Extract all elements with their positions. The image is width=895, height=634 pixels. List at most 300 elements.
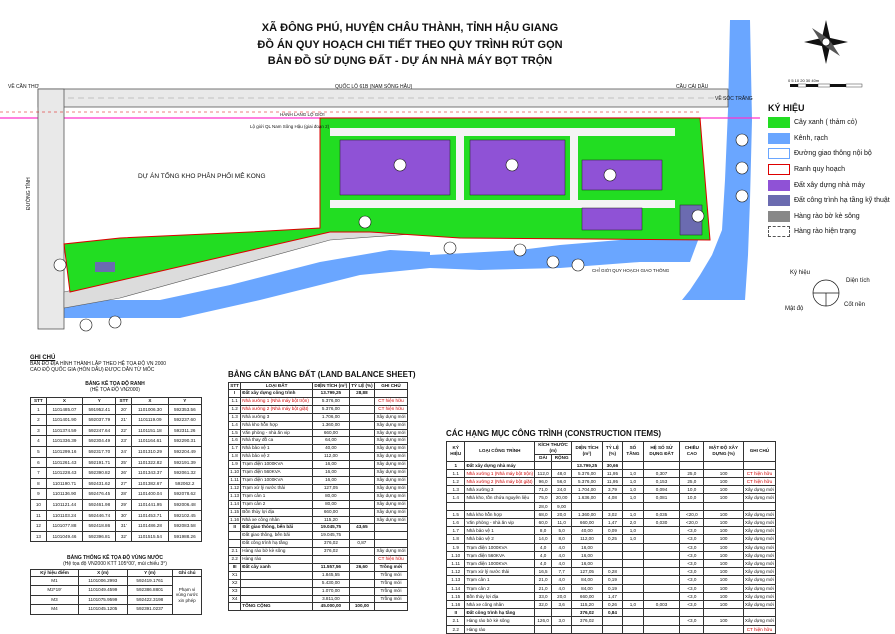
table-cell: 4 — [31, 436, 47, 447]
table-cell: 13 — [31, 531, 47, 542]
table-header-cell: LOẠI CÔNG TRÌNH — [465, 442, 535, 462]
table-cell: 16,5 — [535, 568, 552, 576]
table-cell: CT hiện hữu — [743, 469, 775, 477]
table-cell: 1.7 — [447, 527, 465, 535]
table-cell — [349, 508, 374, 516]
table-cell: Trạm điện 1000KVA — [241, 461, 313, 469]
table-cell: 1,0 — [623, 535, 644, 543]
table-header-row — [31, 570, 202, 577]
table-row — [447, 502, 776, 510]
table-cell: Nhà bảo vệ 1 — [241, 445, 313, 453]
table-cell: 0,09 — [602, 527, 622, 535]
table-cell: 376,02 — [572, 617, 603, 625]
table-cell — [602, 617, 622, 625]
table-cell — [743, 609, 775, 617]
table-row — [447, 478, 776, 486]
table-cell: Xây dựng mới — [374, 492, 407, 500]
table-cell: 4,0 — [552, 551, 572, 559]
table-cell: 1101049.4599 — [78, 586, 127, 596]
table-cell: M2*19' — [31, 586, 79, 596]
table-cell: 592191.39 — [168, 457, 201, 468]
table-row — [31, 457, 202, 468]
table-cell: 592204.49 — [168, 446, 201, 457]
table-cell: I — [229, 390, 241, 398]
table-cell: 29' — [116, 499, 132, 510]
table-cell — [349, 595, 374, 603]
table-cell: Xây dựng mới — [374, 516, 407, 524]
table-cell: 20,0 — [552, 592, 572, 600]
table-cell: Xây dựng mới — [744, 487, 774, 493]
table-cell: 100 — [704, 592, 743, 600]
table-cell: 100 — [704, 519, 743, 527]
table-cell: 592461.98 — [83, 499, 116, 510]
table-cell: 3,6 — [552, 601, 572, 609]
table-cell: 1101486.28 — [132, 521, 168, 532]
table-cell: 64,00 — [312, 437, 349, 445]
table-cell — [349, 437, 374, 445]
table-row — [229, 469, 408, 477]
table-row — [229, 587, 408, 595]
table-cell: 592386.8801 — [127, 586, 172, 596]
table-cell: TỔNG CỘNG — [241, 603, 313, 611]
legend-item-label: Hàng rào bờ kè sông — [794, 212, 860, 220]
table-cell: 1.13 — [229, 492, 241, 500]
table-cell: Đất giao thông, bến bãi — [241, 532, 313, 540]
table-cell — [572, 625, 603, 633]
table-cell: 8,0 — [552, 535, 572, 543]
table-cell: 592290.31 — [168, 436, 201, 447]
table-cell: 592037.79 — [83, 415, 116, 426]
table-cell: 8,0 — [535, 527, 552, 535]
table-row — [447, 560, 776, 568]
table-cell: Trạm cân 2 — [465, 584, 535, 592]
table-header-cell: CHIỀU CAO — [680, 442, 704, 462]
table-header-cell: SỐ TẦNG — [623, 442, 644, 462]
table-cell: 376,02 — [572, 609, 603, 617]
table-cell: 16,00 — [312, 469, 349, 477]
table-cell: 8 — [31, 478, 47, 489]
table-cell: 20' — [116, 404, 132, 415]
table-cell: Xây dựng mới — [744, 585, 774, 591]
table-cell: 1.706,00 — [312, 413, 349, 421]
table-row — [447, 601, 776, 609]
table-cell: 1101374.59 — [46, 425, 82, 436]
table-cell: 1101299.16 — [46, 446, 82, 457]
legend — [768, 103, 893, 240]
table-cell: 376,02 — [312, 548, 349, 556]
table-cell: 100 — [704, 576, 743, 584]
table-cell: 4,0 — [552, 584, 572, 592]
table-cell — [349, 500, 374, 508]
table-cell: 1,0 — [623, 601, 644, 609]
table-cell — [572, 502, 603, 510]
table-cell: Xây dựng mới — [374, 548, 407, 556]
coord-title-block — [30, 381, 200, 393]
table-cell: 25,0 — [680, 469, 704, 477]
coord-subtitle: (HỆ TỌA ĐỘ VN2000) — [90, 387, 140, 393]
table-header-cell: Y (m) — [127, 570, 172, 577]
table-cell: 1.4 — [447, 494, 465, 502]
table-cell: 1,0 — [623, 469, 644, 477]
table-header-cell: Ký hiệu điểm — [31, 570, 79, 577]
table-cell: 3 — [31, 425, 47, 436]
table-cell: 592418.86 — [83, 521, 116, 532]
table-cell: 11,0 — [552, 519, 572, 527]
symbol-cot-nen: Cốt nền — [844, 302, 866, 308]
table-cell: 1101441.95 — [132, 499, 168, 510]
table-cell: 592006.48 — [168, 499, 201, 510]
table-cell: 100 — [704, 601, 743, 609]
building-factory-3 — [582, 160, 662, 190]
table-cell: 1.070,00 — [312, 587, 349, 595]
table-cell: 2,0 — [623, 519, 644, 527]
table-cell: Xây dựng mới — [374, 445, 407, 453]
table-cell: 4,0 — [552, 576, 572, 584]
boundary-note: CHỈ GIỚI QUY HOẠCH GIAO THÔNG — [592, 268, 670, 273]
table-row — [31, 436, 202, 447]
table-cell: 4,0 — [535, 551, 552, 559]
table-cell — [552, 461, 572, 469]
table-cell: 1.11 — [229, 476, 241, 484]
table-cell: 0,25 — [602, 535, 622, 543]
table-row — [229, 540, 408, 548]
table-cell: 1101485.07 — [46, 404, 82, 415]
table-cell: 592476.45 — [83, 489, 116, 500]
table-row — [31, 489, 202, 500]
notes-line-1: BẢN ĐỒ ĐỊA HÌNH THÀNH LẬP THEO HỆ TỌA ĐỘ VN 2000 — [30, 361, 167, 367]
table-cell: 100 — [704, 527, 743, 535]
table-cell: 100,00 — [349, 603, 374, 611]
table-cell: 100 — [704, 486, 743, 494]
table-cell: III — [229, 563, 241, 571]
table-cell — [602, 551, 622, 559]
table-cell: 2.2 — [229, 556, 241, 564]
table-cell: 11,95 — [602, 478, 622, 486]
table-cell: X2 — [229, 579, 241, 587]
table-cell — [680, 625, 704, 633]
table-cell: 1,0 — [623, 486, 644, 494]
notes-title: GHI CHÚ — [30, 355, 56, 361]
table-cell: Trạm cân 1 — [465, 576, 535, 584]
table-cell: 32' — [116, 531, 132, 542]
river-lower — [430, 235, 700, 270]
table-cell: 592304.49 — [83, 436, 116, 447]
table-cell: 1.4 — [229, 421, 241, 429]
table-cell: 25' — [116, 457, 132, 468]
table-cell: 1.636,00 — [572, 494, 603, 502]
table-cell — [623, 584, 644, 592]
table-cell: 4,0 — [552, 543, 572, 551]
table-cell: 9,00 — [552, 502, 572, 510]
table-cell: 1101136.90 — [46, 489, 82, 500]
table-cell: 126,0 — [535, 617, 552, 625]
table-row — [31, 468, 202, 479]
table-cell: 20,00 — [552, 494, 572, 502]
table-cell: 1101049.46 — [46, 531, 82, 542]
symbol-mat-do: Mật độ — [785, 306, 804, 312]
table-cell — [643, 535, 680, 543]
table-cell — [643, 592, 680, 600]
table-cell: 1.5 — [229, 429, 241, 437]
table-header-cell: STT — [116, 398, 132, 405]
table-cell: Xây dựng mới — [744, 561, 774, 567]
table-cell: 112,0 — [535, 469, 552, 477]
table-cell — [602, 502, 622, 510]
table-cell: Trạm điện 560KVA — [241, 469, 313, 477]
table-cell: 16,00 — [572, 543, 603, 551]
table-cell — [680, 461, 704, 469]
table-cell: M3 — [31, 595, 79, 605]
table-cell: <3,0 — [680, 551, 704, 559]
table-cell — [349, 421, 374, 429]
table-cell: Nhà xưởng 2 (Nhà máy bột giặt) — [465, 478, 535, 486]
table-cell: 19.045,75 — [312, 532, 349, 540]
table-cell — [349, 532, 374, 540]
table-header-cell: KÝ HIỆU — [447, 442, 465, 462]
table-cell: 3,0 — [552, 617, 572, 625]
table-cell: 3,79 — [602, 486, 622, 494]
table-cell: 592062.2 — [168, 478, 201, 489]
table-cell: 19.045,75 — [312, 524, 349, 532]
table-cell: 1101045.1205 — [78, 605, 127, 615]
table-cell: 100 — [704, 617, 743, 625]
table-cell: 592419.1761 — [127, 576, 172, 586]
table-cell: Nhà kho hỗn hợp — [465, 510, 535, 518]
table-row — [229, 524, 408, 532]
table-cell: 5.376,00 — [312, 397, 349, 405]
table-cell: Trạm điện 1000KVA — [465, 543, 535, 551]
table-cell: 592061.32 — [168, 468, 201, 479]
table-cell: 32,0 — [535, 601, 552, 609]
table-cell: <20,0 — [680, 510, 704, 518]
table-cell: Nhà xưởng 3 — [465, 486, 535, 494]
table-cell: 1.360,00 — [572, 510, 603, 518]
table-cell: Nhà xưởng 1 (Nhà máy bột trộn) — [241, 397, 313, 405]
table-cell: 1.16 — [447, 601, 465, 609]
legend-title: KÝ HIỆU — [768, 103, 805, 113]
legend-item — [768, 177, 893, 193]
table-cell: 100 — [704, 469, 743, 477]
table-cell: <3,0 — [680, 568, 704, 576]
table-row — [31, 415, 202, 426]
table-cell: M1 — [31, 576, 79, 586]
scale-label: 0 5 10 20 30 40m — [788, 78, 820, 83]
table-cell: 2.1 — [229, 548, 241, 556]
table-cell: Xây dựng mới — [374, 413, 407, 421]
table-cell: 1.1 — [447, 469, 465, 477]
table-cell — [349, 587, 374, 595]
table-cell: 68,0 — [535, 510, 552, 518]
table-cell: 5.376,00 — [312, 405, 349, 413]
table-cell: 5.376,00 — [572, 478, 603, 486]
building-warehouse — [582, 208, 642, 230]
table-cell — [229, 532, 241, 540]
table-cell — [643, 527, 680, 535]
table-cell: 592353.56 — [168, 404, 201, 415]
table-cell — [374, 390, 407, 398]
legend-item — [768, 193, 893, 209]
table-header-row — [229, 383, 408, 390]
table-cell: 1.1 — [229, 397, 241, 405]
table-cell — [349, 429, 374, 437]
table-row — [229, 595, 408, 603]
table-cell: 26,60 — [349, 563, 374, 571]
items-table — [446, 441, 776, 634]
table-cell: <3,0 — [680, 617, 704, 625]
table-cell: 1101121.44 — [46, 499, 82, 510]
table-cell: 56,0 — [552, 478, 572, 486]
table-cell: 1.12 — [447, 568, 465, 576]
table-cell: 1.13 — [447, 576, 465, 584]
table-cell: 1101190.71 — [46, 478, 82, 489]
legend-item-label: Hàng rào hiện trạng — [794, 228, 856, 236]
table-cell: 1101151.18 — [132, 425, 168, 436]
table-cell: Đất công trình hạ tầng — [241, 540, 313, 548]
legend-item-label: Đường giao thông nội bộ — [794, 150, 872, 158]
well-table — [30, 569, 202, 615]
well-title-block — [30, 555, 200, 567]
table-cell: Trạm xử lý nước thải — [465, 568, 535, 576]
table-cell — [241, 571, 313, 579]
table-cell: 24,0 — [552, 486, 572, 494]
table-row — [229, 437, 408, 445]
table-cell: 100 — [704, 535, 743, 543]
table-cell: 1.845,55 — [312, 571, 349, 579]
table-cell: 30,66 — [602, 461, 622, 469]
table-cell: 14,0 — [535, 535, 552, 543]
table-cell: 1,0 — [623, 478, 644, 486]
table-cell: 4,0 — [552, 560, 572, 568]
table-cell — [349, 469, 374, 477]
table-cell: Xây dựng mới — [744, 511, 774, 517]
table-cell: <3,0 — [680, 601, 704, 609]
table-cell: <3,0 — [680, 527, 704, 535]
table-cell — [680, 502, 704, 510]
table-cell: 2.1 — [447, 617, 465, 625]
side-road-label: ĐƯỜNG TỈNH — [26, 177, 32, 210]
table-cell: 25,0 — [680, 478, 704, 486]
table-cell — [241, 587, 313, 595]
table-cell: Xây dựng mới — [374, 484, 407, 492]
building-small — [95, 262, 115, 272]
table-cell: 592191.71 — [83, 457, 116, 468]
table-cell: 11 — [31, 510, 47, 521]
legend-item — [768, 209, 893, 225]
table-cell: Văn phòng - nhà ăn vip — [241, 429, 313, 437]
table-header-cell: RỘNG — [552, 455, 572, 462]
table-cell: Trạm điện 560KVA — [465, 551, 535, 559]
table-cell — [349, 461, 374, 469]
table-cell: Xây dựng mới — [374, 508, 407, 516]
table-cell: 112,00 — [572, 535, 603, 543]
table-cell — [535, 461, 552, 469]
table-cell: 22' — [116, 425, 132, 436]
table-cell: 1.10 — [229, 469, 241, 477]
table-cell: 21,0 — [535, 576, 552, 584]
table-cell: Phạm vi vùng nước xin phép — [173, 576, 202, 614]
table-cell — [743, 461, 775, 469]
table-row — [229, 461, 408, 469]
table-cell: Đất giao thông, bến bãi — [241, 524, 313, 532]
table-cell: 592078.62 — [168, 489, 201, 500]
road-label: QUỐC LỘ 61B (NAM SÔNG HẬU) — [335, 84, 413, 90]
table-cell — [623, 609, 644, 617]
table-cell — [643, 502, 680, 510]
table-cell: Xây dựng mới — [744, 544, 774, 550]
table-cell — [349, 571, 374, 579]
table-row — [447, 494, 776, 502]
table-cell: 1.2 — [447, 478, 465, 486]
table-cell: 592083.58 — [168, 521, 201, 532]
table-cell — [643, 461, 680, 469]
table-cell: 100 — [704, 494, 743, 502]
table-cell: 48,0 — [552, 469, 572, 477]
compass-rose — [804, 20, 848, 64]
table-row — [229, 548, 408, 556]
neighbor-project-label: DỰ ÁN TỔNG KHO PHÂN PHỐI MÊ KONG — [138, 173, 266, 180]
table-row — [229, 516, 408, 524]
table-cell: 60,0 — [535, 519, 552, 527]
table-row — [31, 446, 202, 457]
table-cell: 115,20 — [572, 601, 603, 609]
table-cell: Đất cây xanh — [241, 563, 313, 571]
table-row — [447, 609, 776, 617]
table-cell: 1101322.82 — [132, 457, 168, 468]
table-cell — [349, 579, 374, 587]
table-cell: Trạm xử lý nước thải — [241, 484, 313, 492]
table-row — [229, 445, 408, 453]
table-cell: 16,00 — [312, 476, 349, 484]
table-cell: Hàng rào bờ kè sông — [465, 617, 535, 625]
table-cell: Xây dựng mới — [744, 618, 774, 624]
table-cell — [623, 625, 644, 633]
symbol-ky-hieu: Ký hiệu — [790, 270, 811, 276]
table-cell: 84,00 — [572, 584, 603, 592]
table-cell: 1101103.24 — [46, 510, 82, 521]
table-cell: Xây dựng mới — [744, 602, 774, 608]
table-cell — [704, 502, 743, 510]
table-header-row — [31, 398, 202, 405]
table-cell — [623, 461, 644, 469]
table-cell: 1.2 — [229, 405, 241, 413]
table-cell: X3 — [229, 587, 241, 595]
table-cell: 6 — [31, 457, 47, 468]
left-end-label: VỀ CẦN THƠ — [8, 84, 39, 90]
table-cell: Xây dựng mới — [744, 569, 774, 575]
table-cell — [623, 617, 644, 625]
table-cell: 1 — [31, 404, 47, 415]
table-cell: 660,00 — [312, 429, 349, 437]
table-cell: 1.14 — [447, 584, 465, 592]
table-cell: Xây dựng mới — [374, 421, 407, 429]
table-cell: 16,00 — [572, 551, 603, 559]
items-title: CÁC HẠNG MỤC CÔNG TRÌNH (CONSTRUCTION ITEMS) — [446, 429, 662, 438]
table-cell — [374, 532, 407, 540]
table-cell: 0,87 — [349, 540, 374, 548]
table-header-cell: GHI CHÚ — [743, 442, 775, 462]
table-header-cell: MẬT ĐỘ XÂY DỰNG (%) — [704, 442, 743, 462]
table-cell: Xây dựng mới — [744, 552, 774, 558]
right-end-label: CẦU CÁI DẦU — [676, 84, 709, 90]
table-cell — [643, 609, 680, 617]
table-cell: 591952.41 — [83, 404, 116, 415]
table-header-cell: STT — [230, 383, 239, 388]
table-cell: 30' — [116, 510, 132, 521]
table-row — [229, 421, 408, 429]
table-cell: 1,0 — [623, 510, 644, 518]
table-row — [31, 576, 202, 586]
table-cell: 28,88 — [349, 390, 374, 398]
